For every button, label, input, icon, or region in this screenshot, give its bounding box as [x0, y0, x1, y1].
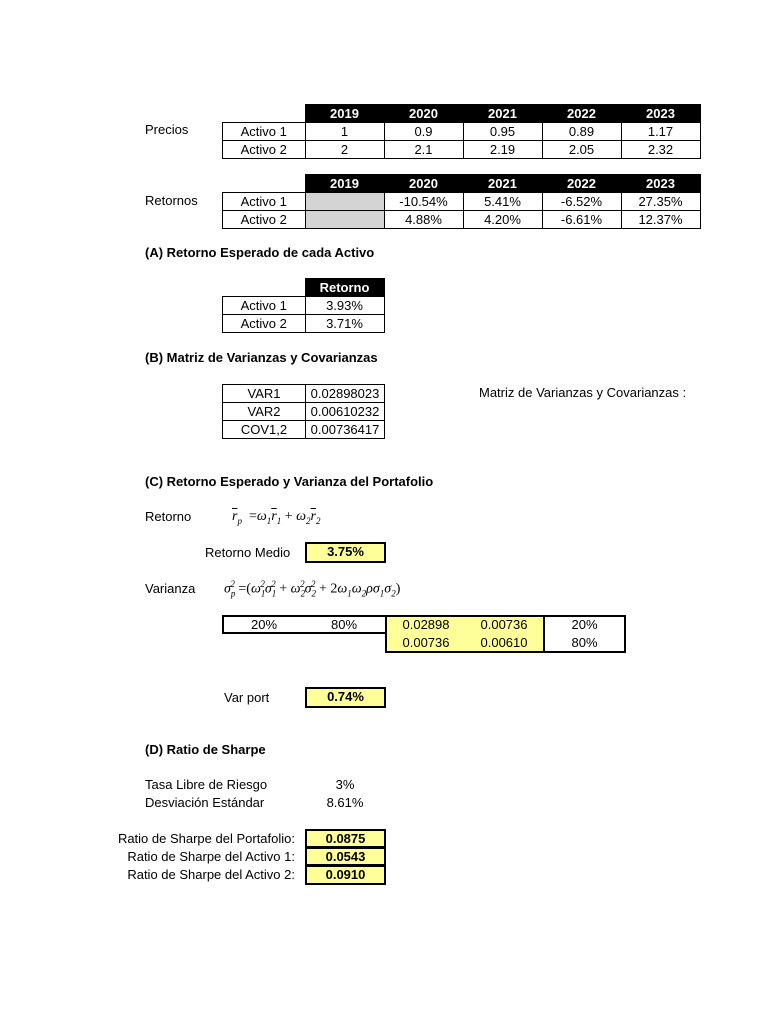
- return-cell: -6.61%: [542, 211, 621, 229]
- section-b-title: (B) Matriz de Varianzas y Covarianzas: [145, 350, 378, 365]
- price-cell: 2.32: [621, 141, 700, 159]
- year-header: 2022: [542, 105, 621, 123]
- table-row: [223, 297, 385, 315]
- sharpe-portfolio-label: Ratio de Sharpe del Portafolio:: [117, 831, 295, 846]
- price-cell: 2.1: [384, 141, 463, 159]
- retorno-header: Retorno: [305, 279, 384, 297]
- asset-label: Activo 2: [223, 141, 306, 159]
- asset-label: Activo 2: [223, 211, 306, 229]
- table-row: [223, 123, 701, 141]
- price-cell: 2: [305, 141, 384, 159]
- return-cell: 5.41%: [463, 193, 542, 211]
- weight-cell: 20%: [571, 617, 598, 632]
- year-header: 2023: [621, 105, 700, 123]
- expected-return-table: [222, 278, 385, 333]
- section-a-title: (A) Retorno Esperado de cada Activo: [145, 245, 375, 260]
- retorno-label: Retorno: [145, 509, 192, 524]
- matrix-cell: 0.00736: [480, 617, 528, 632]
- tasa-value: 3%: [335, 777, 355, 792]
- sharpe-asset2-label: Ratio de Sharpe del Activo 2:: [127, 867, 295, 882]
- expected-return-cell: 3.93%: [305, 297, 384, 315]
- variance-value: 0.00610232: [306, 403, 385, 421]
- price-cell: 0.95: [463, 123, 542, 141]
- variance-value: 0.00736417: [306, 421, 385, 439]
- sharpe-portfolio-value: 0.0875: [305, 829, 386, 848]
- variance-formula: $\sigma_p^2 =(\omega_1^2\sigma_1^2 + \omega_2^2\sigma_2^2 + 2\omega_1\omega_2\rho\sigma_1\sigma_2)$: [224, 579, 401, 599]
- varianza-label: Varianza: [145, 581, 196, 596]
- matrix-cell: 0.00610: [480, 635, 528, 650]
- matrix-side-label: Matriz de Varianzas y Covarianzas :: [479, 385, 687, 400]
- return-cell: 4.88%: [384, 211, 463, 229]
- table-row: [223, 421, 385, 439]
- year-header: 2021: [463, 175, 542, 193]
- retorno-medio-value: 3.75%: [305, 542, 386, 563]
- matrix-cell: 0.00736: [402, 635, 450, 650]
- desv-label: Desviación Estándar: [145, 795, 265, 810]
- variance-table: [222, 384, 385, 439]
- return-cell: -10.54%: [384, 193, 463, 211]
- year-header: 2020: [384, 175, 463, 193]
- tasa-label: Tasa Libre de Riesgo: [145, 777, 268, 792]
- price-cell: 1.17: [621, 123, 700, 141]
- return-cell: 4.20%: [463, 211, 542, 229]
- year-header: 2020: [384, 105, 463, 123]
- weight-cell: 80%: [571, 635, 598, 650]
- variance-label: VAR1: [223, 385, 306, 403]
- return-cell: 27.35%: [621, 193, 700, 211]
- price-cell: 2.19: [463, 141, 542, 159]
- return-cell: 12.37%: [621, 211, 700, 229]
- variance-label: COV1,2: [223, 421, 306, 439]
- sharpe-asset1-label: Ratio de Sharpe del Activo 1:: [127, 849, 295, 864]
- desv-value: 8.61%: [326, 795, 364, 810]
- price-cell: 0.9: [384, 123, 463, 141]
- asset-label: Activo 1: [223, 193, 306, 211]
- return-cell: -6.52%: [542, 193, 621, 211]
- retornos-label: Retornos: [145, 193, 198, 208]
- return-formula: $\overline{r}_p =\omega_1\overline{r}_1 + \omega_2\overline{r}_2$: [232, 509, 321, 526]
- weight-cell: 80%: [330, 617, 358, 632]
- retornos-table: [222, 174, 701, 229]
- empty-return-cell: [305, 193, 384, 211]
- table-row: [223, 193, 701, 211]
- matrix-cell: 0.02898: [402, 617, 450, 632]
- table-row: [223, 385, 385, 403]
- asset-label: Activo 2: [223, 315, 306, 333]
- year-header: 2019: [305, 105, 384, 123]
- table-row: [223, 211, 701, 229]
- empty-return-cell: [305, 211, 384, 229]
- variance-value: 0.02898023: [306, 385, 385, 403]
- table-row: [223, 403, 385, 421]
- sharpe-asset1-value: 0.0543: [305, 847, 386, 866]
- var-port-label: Var port: [224, 690, 270, 705]
- variance-label: VAR2: [223, 403, 306, 421]
- weight-cell: 20%: [250, 617, 278, 632]
- year-header: 2021: [463, 105, 542, 123]
- precios-label: Precios: [145, 122, 189, 137]
- section-d-title: (D) Ratio de Sharpe: [145, 742, 266, 757]
- section-c-title: (C) Retorno Esperado y Varianza del Portafolio: [145, 474, 434, 489]
- precios-table: [222, 104, 701, 159]
- price-cell: 0.89: [542, 123, 621, 141]
- asset-label: Activo 1: [223, 123, 306, 141]
- year-header: 2022: [542, 175, 621, 193]
- table-row: [223, 141, 701, 159]
- sharpe-asset2-value: 0.0910: [305, 865, 386, 885]
- table-row: [223, 315, 385, 333]
- expected-return-cell: 3.71%: [305, 315, 384, 333]
- year-header: 2019: [305, 175, 384, 193]
- price-cell: 1: [305, 123, 384, 141]
- retorno-medio-label: Retorno Medio: [205, 545, 291, 560]
- price-cell: 2.05: [542, 141, 621, 159]
- asset-label: Activo 1: [223, 297, 306, 315]
- year-header: 2023: [621, 175, 700, 193]
- var-port-value: 0.74%: [305, 687, 386, 708]
